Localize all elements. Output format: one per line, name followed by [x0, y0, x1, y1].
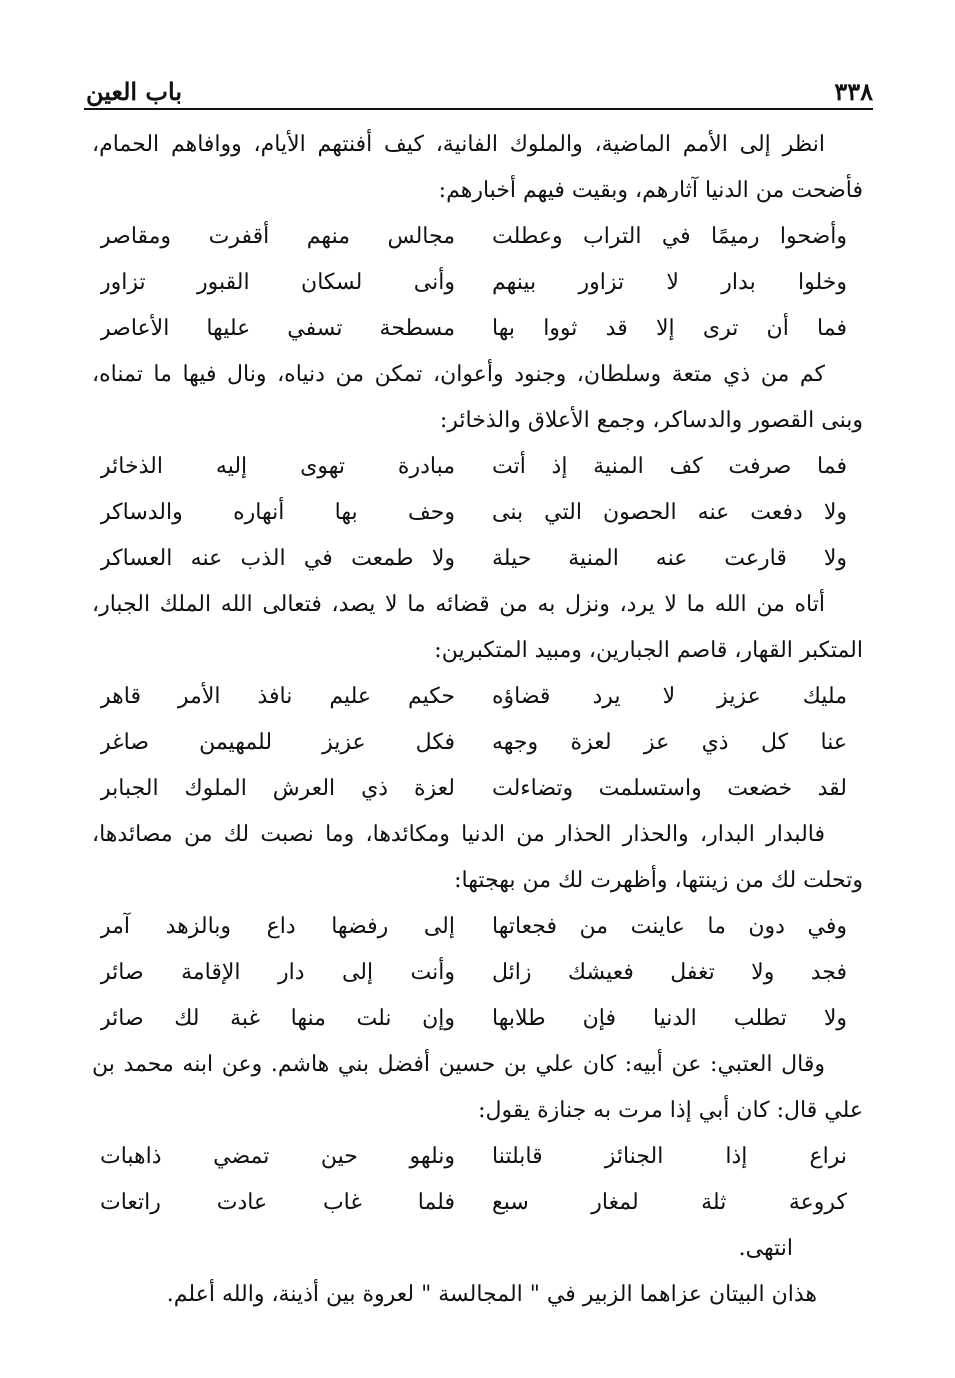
first-hemistich: وفي دون ما عاينت من فجعاتها [492, 914, 847, 939]
second-hemistich: وحف بها أنهاره والدساكر [100, 500, 455, 525]
poem-3 [92, 674, 863, 812]
verse-line [92, 950, 863, 996]
paragraph-4: فالبدار البدار، والحذار الحذار من الدنيا ومكائدها، وما نصبت لك من مصائدها، وتحلت لك من زينتها، وأظهرت لك من بهجتها: [92, 822, 863, 893]
closing-word: انتهى. [738, 1236, 793, 1261]
verse-line [92, 490, 863, 536]
first-hemistich: عنا كل ذي عز لعزة وجهه [492, 730, 847, 755]
first-hemistich: وأضحوا رميمًا في التراب وعطلت [492, 224, 847, 249]
first-hemistich: لقد خضعت واستسلمت وتضاءلت [492, 776, 847, 801]
second-hemistich: فلما غاب عادت راتعات [100, 1190, 455, 1215]
verse-line [92, 766, 863, 812]
second-hemistich: وأنت إلى دار الإقامة صائر [100, 960, 455, 985]
first-hemistich: نراع إذا الجنائز قابلتنا [492, 1144, 847, 1169]
verse-line [92, 720, 863, 766]
second-hemistich: وإن نلت منها غبة لك صائر [100, 1006, 455, 1031]
first-hemistich: ولا دفعت عنه الحصون التي بنى [492, 500, 847, 525]
page-number: ٣٣٨ [834, 77, 873, 106]
verse-line [92, 306, 863, 352]
header-rule [84, 108, 873, 110]
verse-line [92, 904, 863, 950]
page-body [92, 122, 863, 1318]
verse-line [92, 444, 863, 490]
first-hemistich: ولا تطلب الدنيا فإن طلابها [492, 1006, 847, 1031]
poem-1 [92, 214, 863, 352]
running-head [86, 62, 873, 106]
second-hemistich: فكل عزيز للمهيمن صاغر [100, 730, 455, 755]
attribution-note: هذان البيتان عزاهما الزبير في " المجالسة " لعروة بين أذينة، والله أعلم. [166, 1282, 817, 1307]
poem-2 [92, 444, 863, 582]
verse-line [92, 1180, 863, 1226]
first-hemistich: مليك عزيز لا يرد قضاؤه [492, 684, 847, 709]
first-hemistich: ولا قارعت عنه المنية حيلة [492, 546, 847, 571]
poem-4 [92, 904, 863, 1042]
second-hemistich: ونلهو حين تمضي ذاهبات [100, 1144, 455, 1169]
second-hemistich: مجالس منهم أقفرت ومقاصر [100, 224, 455, 249]
paragraph-3: أتاه من الله ما لا يرد، ونزل به من قضائه ما لا يصد، فتعالى الله الملك الجبار، المتكبر القهار، قاصم الجبارين، ومبيد المتكبرين: [92, 592, 863, 663]
verse-line [92, 536, 863, 582]
verse-line [92, 260, 863, 306]
paragraph-2: كم من ذي متعة وسلطان، وجنود وأعوان، تمكن من دنياه، ونال فيها ما تمناه، وبنى القصور والدساكر، وجمع الأعلاق والذخائر: [92, 362, 863, 433]
paragraph-5: وقال العتبي: عن أبيه: كان علي بن حسين أفضل بني هاشم. وعن ابنه محمد بن علي قال: كان أبي إذا مرت به جنازة يقول: [92, 1052, 863, 1123]
verse-line [92, 1134, 863, 1180]
second-hemistich: إلى رفضها داع وبالزهد آمر [100, 914, 455, 939]
verse-line [92, 214, 863, 260]
first-hemistich: فما صرفت كف المنية إذ أتت [492, 454, 847, 479]
verse-line [92, 996, 863, 1042]
first-hemistich: فما أن ترى إلا قد ثووا بها [492, 316, 847, 341]
second-hemistich: لعزة ذي العرش الملوك الجبابر [100, 776, 455, 801]
paragraph-1: انظر إلى الأمم الماضية، والملوك الفانية، كيف أفنتهم الأيام، ووافاهم الحمام، فأضحت من الدنيا آثارهم، وبقيت فيهم أخبارهم: [92, 132, 863, 203]
second-hemistich: ولا طمعت في الذب عنه العساكر [100, 546, 455, 571]
second-hemistich: حكيم عليم نافذ الأمر قاهر [100, 684, 455, 709]
first-hemistich: وخلوا بدار لا تزاور بينهم [492, 270, 847, 295]
poem-5 [92, 1134, 863, 1226]
first-hemistich: فجد ولا تغفل فعيشك زائل [492, 960, 847, 985]
second-hemistich: مسطحة تسفي عليها الأعاصر [100, 316, 455, 341]
verse-line [92, 674, 863, 720]
second-hemistich: وأنى لسكان القبور تزاور [100, 270, 455, 295]
second-hemistich: مبادرة تهوى إليه الذخائر [100, 454, 455, 479]
first-hemistich: كروعة ثلة لمغار سبع [492, 1190, 847, 1215]
chapter-title: باب العين [86, 77, 183, 106]
